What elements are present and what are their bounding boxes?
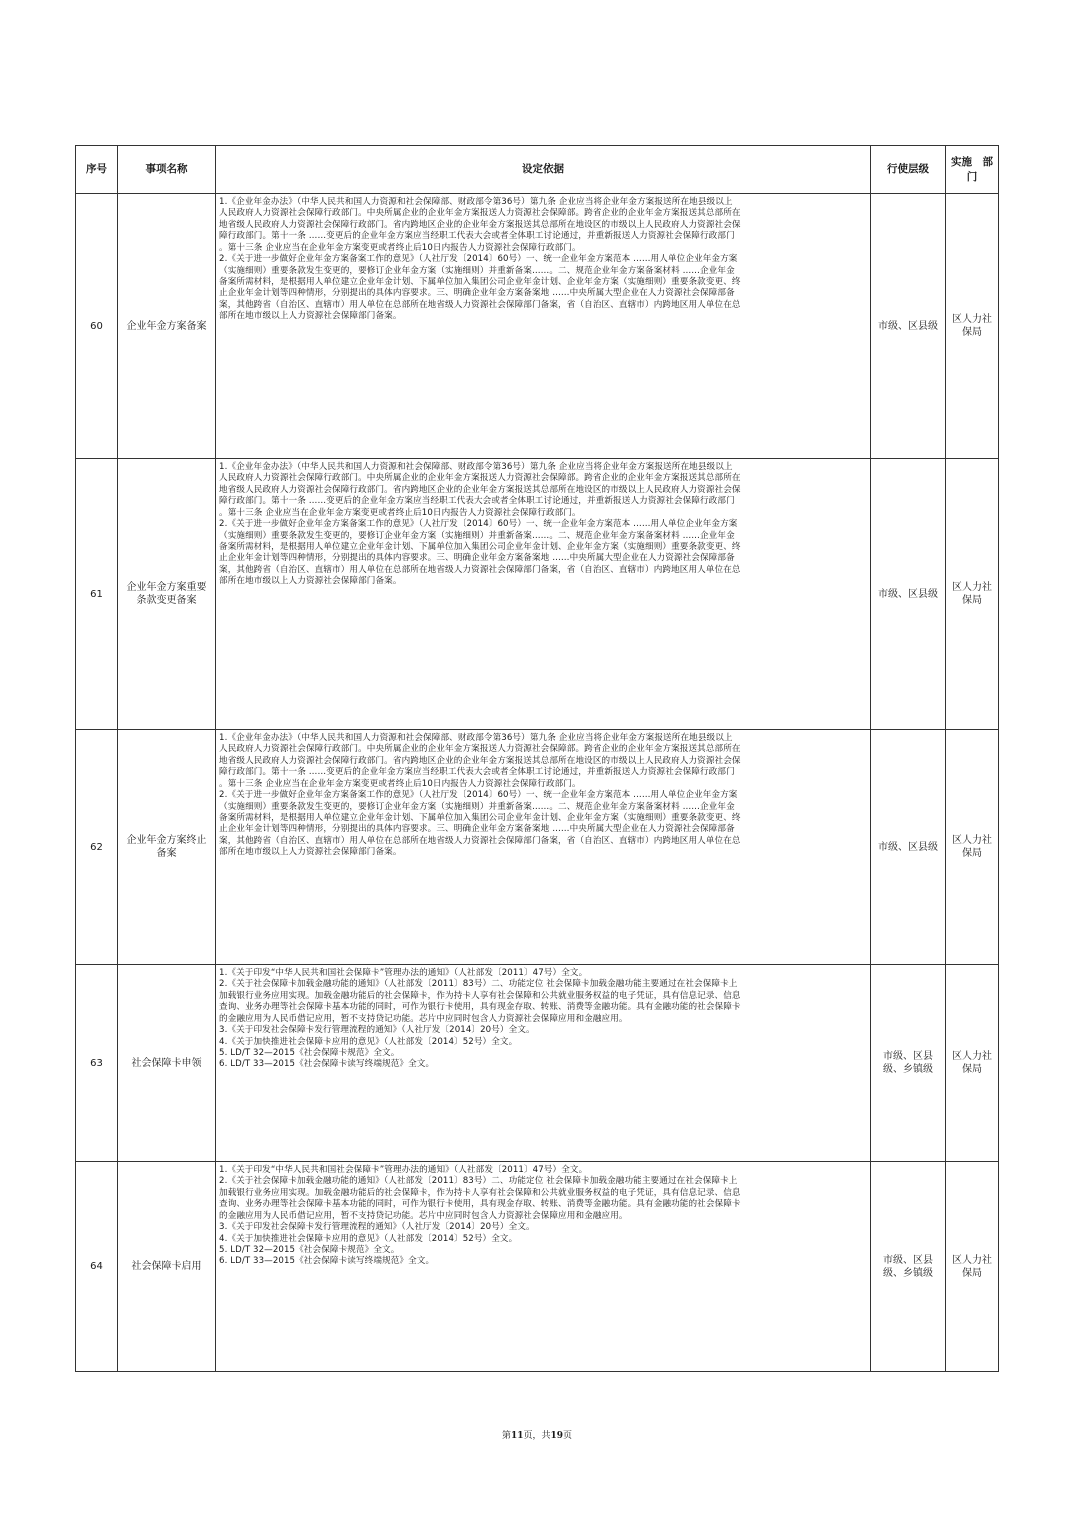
basis-line: （实施细则）重要条款发生变更的，要修订企业年金方案（实施细则）并重新备案……。二、规范企业年金方案备案材料 ……企业年金 [219,265,735,276]
basis-line: 备案所需材料，是根据用人单位建立企业年金计划、下属单位加入集团公司企业年金计划、企业年金方案（实施细则）重要条款变更、终 [219,276,741,287]
basis-line: 1.《企业年金办法》（中华人民共和国人力资源和社会保障部、财政部令第36号）第九条 企业应当将企业年金方案报送所在地县级以上 [219,462,733,472]
basis-line: 人民政府人力资源社会保障行政部门。中央所属企业的企业年金方案报送人力资源社会保障部。跨省企业的企业年金方案报送其总部所在 [219,208,741,219]
basis-line: 1.《企业年金办法》（中华人民共和国人力资源和社会保障部、财政部令第36号）第九条 企业应当将企业年金方案报送所在地县级以上 [219,733,733,743]
basis-line: 部所在地市级以上人力资源社会保障部门备案。 [219,576,402,587]
row-dept: 区人力社保局 [946,194,999,459]
row-name: 企业年金方案重要条款变更备案 [118,459,216,730]
basis-line: 障行政部门。第十一条 ……变更后的企业年金方案应当经职工代表大会或者全体职工讨论通过，并重新报送人力资源社会保障行政部门 [219,767,735,778]
basis-line: 3.《关于印发社会保障卡发行管理流程的通知》（人社厅发〔2014〕20号）全文。 [219,1222,535,1233]
basis-line: 2.《关于社会保障卡加载金融功能的通知》（人社部发〔2011〕83号）二、功能定位 社会保障卡加载金融功能主要通过在社会保障卡上 [219,979,738,990]
row-level: 市级、区县级 [871,730,946,965]
row-dept: 区人力社保局 [946,1162,999,1372]
basis-line: 备案所需材料，是根据用人单位建立企业年金计划、下属单位加入集团公司企业年金计划、企业年金方案（实施细则）重要条款变更、终 [219,541,741,552]
basis-line: 案，其他跨省（自治区、直辖市）用人单位在总部所在地省级人力资源社会保障部门备案，省（自治区、直辖市）内跨地区用人单位在总 [219,564,741,575]
basis-line: 2.《关于进一步做好企业年金方案备案工作的意见》（人社厅发〔2014〕60号）一、统一企业年金方案范本 ……用人单位企业年金方案 [219,254,738,265]
basis-line: 6. LD/T 33—2015《社会保障卡读写终端规范》全文。 [219,1059,435,1070]
basis-line: 止企业年金计划等四种情形，分别提出的具体内容要求。三、明确企业年金方案备案地 ……中央所属大型企业在人力资源社会保障部备 [219,553,735,564]
basis-line: 1.《关于印发“中华人民共和国社会保障卡”管理办法的通知》（人社部发〔2011〕47号）全文。 [219,968,588,978]
basis-line: 。第十三条 企业应当在企业年金方案变更或者终止后10日内报告人力资源社会保障行政部门。 [219,778,581,789]
basis-line: 5. LD/T 32—2015《社会保障卡规范》全文。 [219,1244,400,1255]
header-dept: 实施 部门 [946,146,999,194]
row-no: 63 [76,965,118,1162]
header-name: 事项名称 [118,146,216,194]
basis-line: 4.《关于加快推进社会保障卡应用的意见》（人社部发〔2014〕52号）全文。 [219,1036,518,1047]
basis-line: 1.《企业年金办法》（中华人民共和国人力资源和社会保障部、财政部令第36号）第九条 企业应当将企业年金方案报送所在地县级以上 [219,197,733,207]
basis-line: 地省级人民政府人力资源社会保障行政部门。省内跨地区企业的企业年金方案报送其总部所在地设区的市级以上人民政府人力资源社会保 [219,219,741,230]
footer-mid: 页，共 [523,1431,551,1441]
basis-line: 2.《关于进一步做好企业年金方案备案工作的意见》（人社厅发〔2014〕60号）一、统一企业年金方案范本 ……用人单位企业年金方案 [219,790,738,801]
row-dept: 区人力社保局 [946,459,999,730]
basis-line: 。第十三条 企业应当在企业年金方案变更或者终止后10日内报告人力资源社会保障行政部门。 [219,507,581,518]
row-basis [216,1162,871,1372]
table-row [76,1162,999,1372]
basis-line: 加载银行业务应用实现。加载金融功能后的社会保障卡，作为持卡人享有社会保障和公共就业服务权益的电子凭证，具有信息记录、信息 [219,1187,741,1198]
row-no: 62 [76,730,118,965]
row-name: 社会保障卡启用 [118,1162,216,1372]
row-name: 企业年金方案备案 [118,194,216,459]
basis-line: 人民政府人力资源社会保障行政部门。中央所属企业的企业年金方案报送人力资源社会保障部。跨省企业的企业年金方案报送其总部所在 [219,744,741,755]
basis-line: 的金融应用为人民币借记应用，暂不支持贷记功能。芯片中应同时包含人力资源社会保障应用和金融应用。 [219,1210,628,1221]
basis-line: 5. LD/T 32—2015《社会保障卡规范》全文。 [219,1047,400,1058]
basis-line: 加载银行业务应用实现。加载金融功能后的社会保障卡，作为持卡人享有社会保障和公共就业服务权益的电子凭证，具有信息记录、信息 [219,990,741,1001]
basis-line: （实施细则）重要条款发生变更的，要修订企业年金方案（实施细则）并重新备案……。二、规范企业年金方案备案材料 ……企业年金 [219,801,735,812]
basis-line: 部所在地市级以上人力资源社会保障部门备案。 [219,311,402,322]
basis-line: 。第十三条 企业应当在企业年金方案变更或者终止后10日内报告人力资源社会保障行政部门。 [219,242,581,253]
table-row [76,194,999,459]
basis-line: 案，其他跨省（自治区、直辖市）用人单位在总部所在地省级人力资源社会保障部门备案，省（自治区、直辖市）内跨地区用人单位在总 [219,299,741,310]
page-footer [0,1428,1074,1441]
row-level: 市级、区县级 [871,194,946,459]
items-table [75,145,999,1372]
basis-line: 地省级人民政府人力资源社会保障行政部门。省内跨地区企业的企业年金方案报送其总部所在地设区的市级以上人民政府人力资源社会保 [219,755,741,766]
row-name: 社会保障卡申领 [118,965,216,1162]
row-no: 60 [76,194,118,459]
row-dept: 区人力社保局 [946,965,999,1162]
row-basis [216,459,871,730]
basis-line: 障行政部门。第十一条 ……变更后的企业年金方案应当经职工代表大会或者全体职工讨论通过，并重新报送人力资源社会保障行政部门 [219,496,735,507]
header-no: 序号 [76,146,118,194]
row-level: 市级、区县级、乡镇级 [871,965,946,1162]
row-dept: 区人力社保局 [946,730,999,965]
basis-line: 查询、业务办理等社会保障卡基本功能的同时，可作为银行卡使用，具有现金存取、转账、消费等金融功能。具有金融功能的社会保障卡 [219,1199,741,1210]
header-basis: 设定依据 [216,146,871,194]
page-number: 11 [510,1431,524,1441]
table-row [76,730,999,965]
basis-line: 障行政部门。第十一条 ……变更后的企业年金方案应当经职工代表大会或者全体职工讨论通过，并重新报送人力资源社会保障行政部门 [219,231,735,242]
basis-line: 4.《关于加快推进社会保障卡应用的意见》（人社部发〔2014〕52号）全文。 [219,1233,518,1244]
page-total: 19 [550,1431,564,1441]
table-header-row [76,146,999,194]
basis-line: 的金融应用为人民币借记应用，暂不支持贷记功能。芯片中应同时包含人力资源社会保障应用和金融应用。 [219,1013,628,1024]
row-basis [216,194,871,459]
table-row [76,459,999,730]
basis-line: （实施细则）重要条款发生变更的，要修订企业年金方案（实施细则）并重新备案……。二、规范企业年金方案备案材料 ……企业年金 [219,530,735,541]
footer-pre: 第 [501,1431,511,1441]
row-name: 企业年金方案终止备案 [118,730,216,965]
row-level: 市级、区县级 [871,459,946,730]
basis-line: 3.《关于印发社会保障卡发行管理流程的通知》（人社厅发〔2014〕20号）全文。 [219,1025,535,1036]
basis-line: 备案所需材料，是根据用人单位建立企业年金计划、下属单位加入集团公司企业年金计划、企业年金方案（实施细则）重要条款变更、终 [219,812,741,823]
row-level: 市级、区县级、乡镇级 [871,1162,946,1372]
footer-post: 页 [563,1431,573,1441]
basis-line: 1.《关于印发“中华人民共和国社会保障卡”管理办法的通知》（人社部发〔2011〕47号）全文。 [219,1165,588,1175]
basis-line: 部所在地市级以上人力资源社会保障部门备案。 [219,847,402,858]
basis-line: 2.《关于进一步做好企业年金方案备案工作的意见》（人社厅发〔2014〕60号）一、统一企业年金方案范本 ……用人单位企业年金方案 [219,519,738,530]
basis-line: 人民政府人力资源社会保障行政部门。中央所属企业的企业年金方案报送人力资源社会保障部。跨省企业的企业年金方案报送其总部所在 [219,473,741,484]
basis-line: 6. LD/T 33—2015《社会保障卡读写终端规范》全文。 [219,1256,435,1267]
row-no: 61 [76,459,118,730]
basis-line: 地省级人民政府人力资源社会保障行政部门。省内跨地区企业的企业年金方案报送其总部所在地设区的市级以上人民政府人力资源社会保 [219,484,741,495]
basis-line: 止企业年金计划等四种情形，分别提出的具体内容要求。三、明确企业年金方案备案地 ……中央所属大型企业在人力资源社会保障部备 [219,824,735,835]
basis-line: 2.《关于社会保障卡加载金融功能的通知》（人社部发〔2011〕83号）二、功能定位 社会保障卡加载金融功能主要通过在社会保障卡上 [219,1176,738,1187]
table-row [76,965,999,1162]
row-basis [216,730,871,965]
basis-line: 查询、业务办理等社会保障卡基本功能的同时，可作为银行卡使用，具有现金存取、转账、消费等金融功能。具有金融功能的社会保障卡 [219,1002,741,1013]
basis-line: 案，其他跨省（自治区、直辖市）用人单位在总部所在地省级人力资源社会保障部门备案，省（自治区、直辖市）内跨地区用人单位在总 [219,835,741,846]
header-level: 行使层级 [871,146,946,194]
row-no: 64 [76,1162,118,1372]
row-basis [216,965,871,1162]
basis-line: 止企业年金计划等四种情形，分别提出的具体内容要求。三、明确企业年金方案备案地 ……中央所属大型企业在人力资源社会保障部备 [219,288,735,299]
